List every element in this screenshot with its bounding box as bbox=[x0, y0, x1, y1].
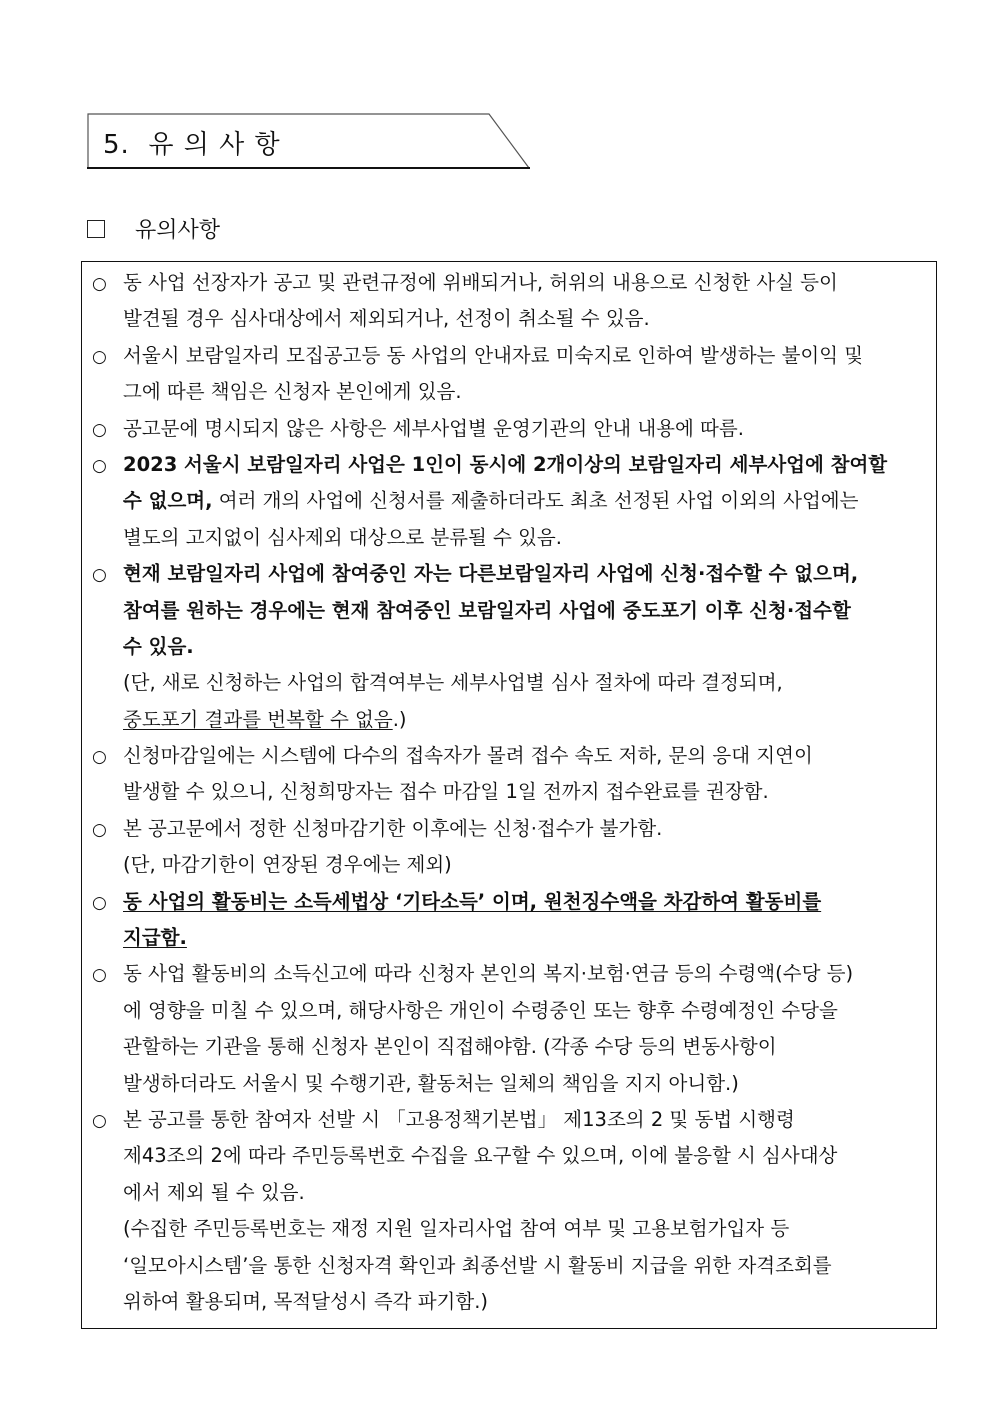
notice-line bbox=[92, 956, 928, 992]
notice-line bbox=[92, 338, 928, 374]
notice-line bbox=[92, 738, 928, 774]
notice-line bbox=[92, 884, 928, 920]
notice-box bbox=[81, 261, 937, 1329]
notice-text: 2023 서울시 보람일자리 사업은 1인이 동시에 2개이상의 보람일자리 세부사업에 참여할 bbox=[123, 452, 888, 476]
notice-line bbox=[92, 629, 928, 665]
notice-line bbox=[92, 1211, 928, 1247]
notice-line bbox=[92, 593, 928, 629]
notice-item bbox=[92, 411, 928, 447]
notice-line bbox=[92, 1175, 928, 1211]
notice-text: 동 사업 활동비의 소득신고에 따라 신청자 본인의 복지·보험·연금 등의 수령액(수당 등) bbox=[123, 962, 854, 986]
notice-item bbox=[92, 265, 928, 338]
notice-item bbox=[92, 811, 928, 884]
notice-text: 그에 따른 책임은 신청자 본인에게 있음. bbox=[123, 380, 462, 404]
notice-item bbox=[92, 338, 928, 411]
notice-text: 동 사업 선장자가 공고 및 관련규정에 위배되거나, 허위의 내용으로 신청한 사실 등이 bbox=[123, 271, 838, 294]
sub-heading bbox=[87, 213, 220, 244]
notice-list bbox=[92, 265, 928, 1320]
notice-line bbox=[92, 1029, 928, 1065]
notice-line bbox=[92, 847, 928, 883]
circle-bullet-icon: ○ bbox=[92, 747, 107, 768]
notice-line bbox=[92, 665, 928, 701]
notice-line bbox=[92, 1102, 928, 1138]
section-number: 5. bbox=[103, 130, 130, 160]
notice-line bbox=[92, 411, 928, 447]
notice-text: (단, 새로 신청하는 사업의 합격여부는 세부사업별 심사 절차에 따라 결정되며, bbox=[123, 671, 783, 695]
circle-bullet-icon: ○ bbox=[92, 274, 107, 294]
notice-text: 별도의 고지없이 심사제외 대상으로 분류될 수 있음. bbox=[123, 525, 562, 549]
notice-line bbox=[92, 774, 928, 810]
section-title bbox=[103, 124, 281, 161]
notice-line bbox=[92, 265, 928, 301]
notice-text: 현재 보람일자리 사업에 참여중인 자는 다른보람일자리 사업에 신청·접수할 수 없으며, bbox=[123, 562, 859, 586]
notice-text: 발생할 수 있으니, 신청희망자는 접수 마감일 1일 전까지 접수완료를 권장함. bbox=[123, 780, 769, 804]
notice-text: 에 영향을 미칠 수 있으며, 해당사항은 개인이 수령중인 또는 향후 수령예정인 수당을 bbox=[123, 998, 838, 1022]
notice-text: 에서 제외 될 수 있음. bbox=[123, 1180, 305, 1204]
notice-text: (단, 마감기한이 연장된 경우에는 제외) bbox=[123, 853, 452, 877]
circle-bullet-icon: ○ bbox=[92, 892, 107, 913]
notice-text: 지급함. bbox=[123, 926, 187, 950]
notice-text: 위하여 활용되며, 목적달성시 즉각 파기함.) bbox=[123, 1289, 489, 1313]
notice-text: 서울시 보람일자리 모집공고등 동 사업의 안내자료 미숙지로 인하여 발생하는 불이익 및 bbox=[123, 343, 864, 367]
notice-text: 본 공고를 통한 참여자 선발 시 「고용정책기본법」 제13조의 2 및 동법 시행령 bbox=[123, 1107, 795, 1131]
notice-line bbox=[92, 447, 928, 483]
notice-line bbox=[92, 556, 928, 592]
notice-line bbox=[92, 520, 928, 556]
notice-line bbox=[92, 993, 928, 1029]
notice-item bbox=[92, 956, 928, 1102]
notice-text: 신청마감일에는 시스템에 다수의 접속자가 몰려 접수 속도 저하, 문의 응대 지연이 bbox=[123, 744, 813, 768]
notice-line bbox=[92, 483, 928, 519]
notice-text: 본 공고문에서 정한 신청마감기한 이후에는 신청·접수가 불가함. bbox=[123, 816, 663, 840]
notice-text: 여러 개의 사업에 신청서를 제출하더라도 최초 선정된 사업 이외의 사업에는 bbox=[212, 489, 859, 513]
section-header bbox=[87, 113, 530, 168]
circle-bullet-icon: ○ bbox=[92, 419, 107, 440]
notice-line bbox=[92, 301, 928, 337]
circle-bullet-icon: ○ bbox=[92, 565, 107, 586]
notice-item bbox=[92, 738, 928, 811]
notice-text: 제43조의 2에 따라 주민등록번호 수집을 요구할 수 있으며, 이에 불응할 시 심사대상 bbox=[123, 1144, 838, 1168]
notice-line bbox=[92, 702, 928, 738]
circle-bullet-icon: ○ bbox=[92, 455, 107, 476]
notice-text: ‘일모아시스템’을 통한 신청자격 확인과 최종선발 시 활동비 지급을 위한 자격조회를 bbox=[123, 1253, 832, 1277]
notice-text: 수 없으며, bbox=[123, 489, 213, 513]
notice-text: 중도포기 결과를 번복할 수 없음 bbox=[123, 707, 393, 731]
notice-line bbox=[92, 811, 928, 847]
notice-text: 공고문에 명시되지 않은 사항은 세부사업별 운영기관의 안내 내용에 따름. bbox=[123, 416, 744, 440]
circle-bullet-icon: ○ bbox=[92, 346, 107, 367]
notice-item bbox=[92, 1102, 928, 1320]
circle-bullet-icon: ○ bbox=[92, 819, 107, 840]
notice-line bbox=[92, 1138, 928, 1174]
notice-item bbox=[92, 884, 928, 957]
notice-line bbox=[92, 1248, 928, 1284]
notice-text: 발견될 경우 심사대상에서 제외되거나, 선정이 취소될 수 있음. bbox=[123, 307, 650, 331]
notice-text: .) bbox=[392, 707, 407, 731]
notice-text: 발생하더라도 서울시 및 수행기관, 활동처는 일체의 책임을 지지 아니함.) bbox=[123, 1071, 739, 1095]
section-title-text: 유 의 사 항 bbox=[148, 130, 281, 160]
notice-line bbox=[92, 920, 928, 956]
notice-text: 참여를 원하는 경우에는 현재 참여중인 보람일자리 사업에 중도포기 이후 신청·접수할 bbox=[123, 598, 851, 622]
circle-bullet-icon: ○ bbox=[92, 965, 107, 986]
notice-line bbox=[92, 1284, 928, 1320]
notice-line bbox=[92, 1066, 928, 1102]
notice-item bbox=[92, 556, 928, 738]
circle-bullet-icon: ○ bbox=[92, 1110, 107, 1131]
notice-text: 수 있음. bbox=[123, 634, 194, 658]
notice-text: 동 사업의 활동비는 소득세법상 ‘기타소득’ 이며, 원천징수액을 차감하여 활동비를 bbox=[123, 889, 822, 913]
sub-heading-label: 유의사항 bbox=[135, 218, 221, 243]
square-bullet-icon bbox=[87, 220, 105, 238]
notice-text: 관할하는 기관을 통해 신청자 본인이 직접해야함. (각종 수당 등의 변동사항이 bbox=[123, 1035, 777, 1059]
notice-line bbox=[92, 374, 928, 410]
notice-item bbox=[92, 447, 928, 556]
notice-text: (수집한 주민등록번호는 재정 지원 일자리사업 참여 여부 및 고용보험가입자 등 bbox=[123, 1217, 790, 1241]
